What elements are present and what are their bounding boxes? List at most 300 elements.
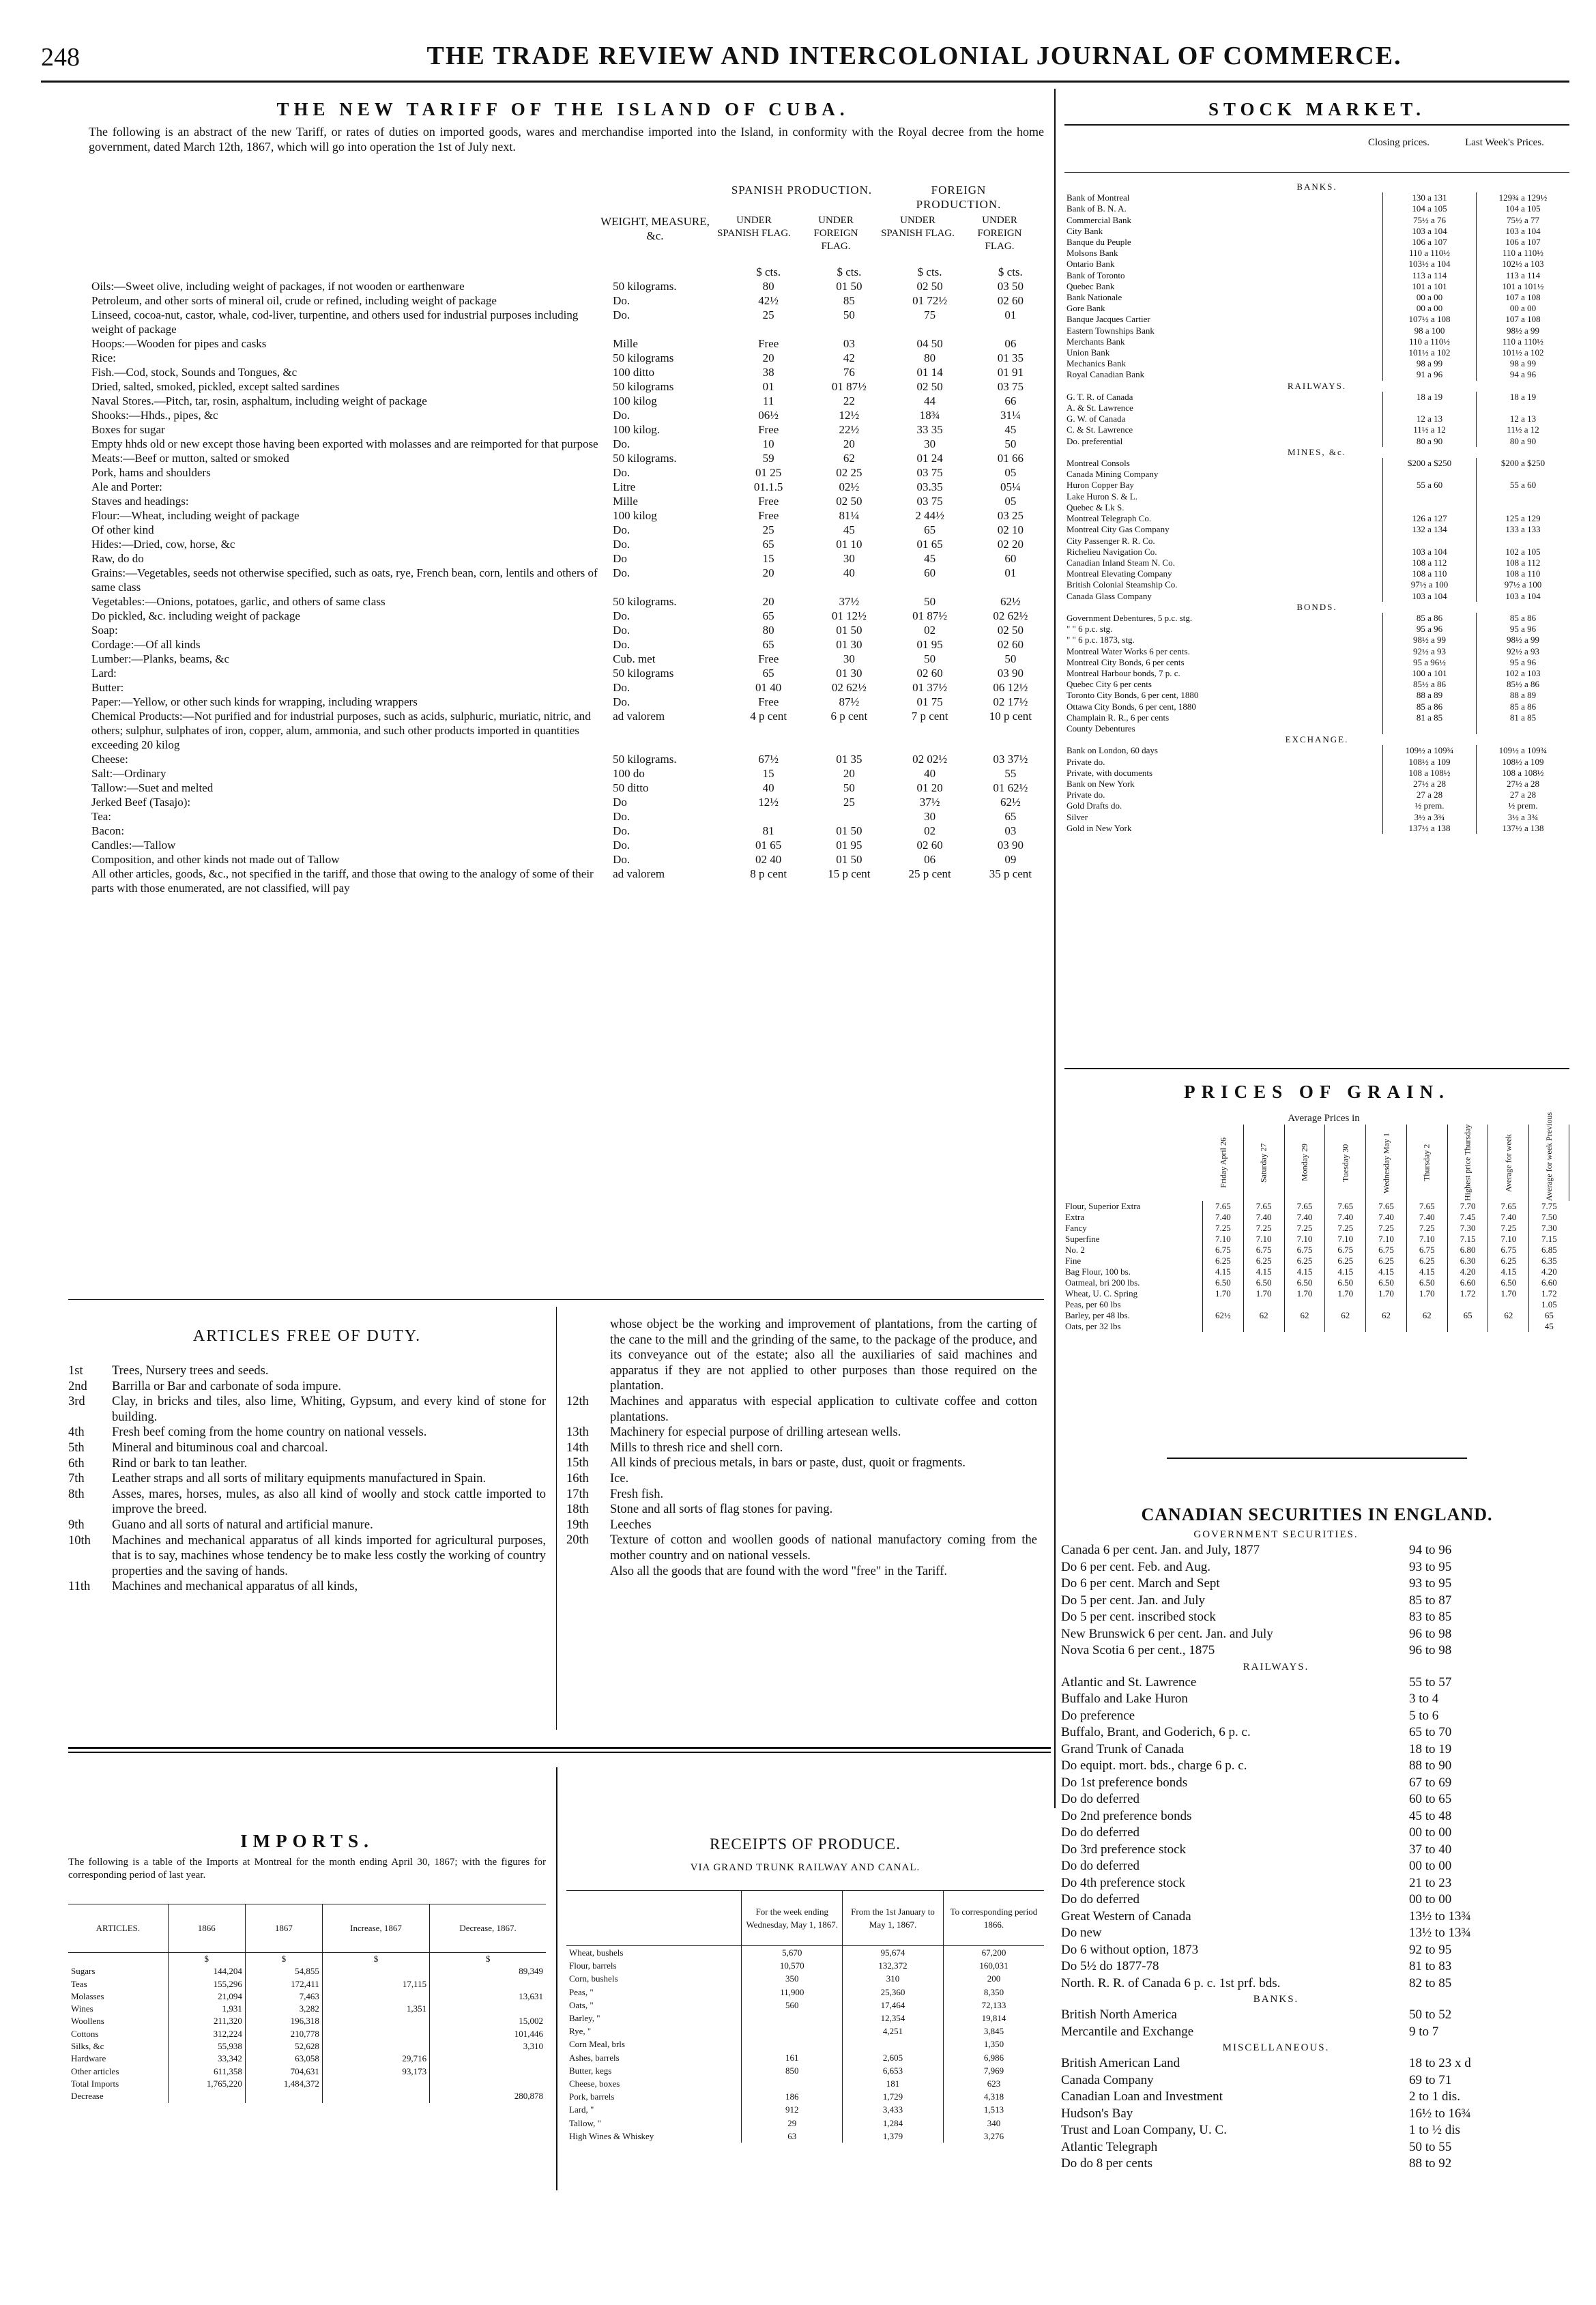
imports-value: 312,224 <box>168 2028 245 2040</box>
grain-price <box>1243 1321 1284 1332</box>
receipts-article: Rye, " <box>569 2026 592 2037</box>
tariff-row <box>89 537 1051 551</box>
free-article-number <box>566 1317 610 1394</box>
stock-row <box>1064 613 1569 624</box>
securities-name: Canada Company <box>1061 2072 1154 2087</box>
tariff-row <box>89 666 1051 680</box>
receipts-value: 3,276 <box>943 2130 1044 2143</box>
securities-value: 00 to 00 <box>1409 1859 1452 1873</box>
free-articles-divider <box>556 1307 557 1730</box>
receipts-value: 10,570 <box>742 1959 843 1972</box>
tariff-table <box>89 265 1051 895</box>
tariff-duty: 10 p cent <box>989 710 1032 723</box>
stock-name: Quebec & Lk S. <box>1067 502 1125 512</box>
stock-name: Banque du Peuple <box>1067 237 1131 248</box>
securities-row <box>1061 1576 1491 1593</box>
stock-last-week-price: 110 a 110½ <box>1477 336 1570 347</box>
securities-name: British North America <box>1061 2007 1177 2022</box>
securities-value: 96 to 98 <box>1409 1626 1452 1641</box>
tariff-duty: 22½ <box>839 423 860 436</box>
stock-closing-price: 109½ a 109¾ <box>1383 745 1477 756</box>
securities-value: 92 to 95 <box>1409 1942 1452 1957</box>
stock-last-week-price <box>1477 536 1570 547</box>
stock-name: Montreal Telegraph Co. <box>1067 513 1152 524</box>
receipts-value: 912 <box>742 2103 843 2116</box>
receipts-value: 1,729 <box>843 2090 944 2103</box>
stock-name: City Bank <box>1067 225 1103 236</box>
securities-row <box>1061 1808 1491 1825</box>
tariff-row <box>89 422 1051 437</box>
imports-value: 1,931 <box>168 2003 245 2015</box>
grain-row <box>1064 1223 1569 1234</box>
grain-price <box>1284 1299 1325 1310</box>
tariff-duty: 62 <box>843 452 855 465</box>
imports-table <box>68 1904 546 2103</box>
grain-price: 6.25 <box>1243 1256 1284 1266</box>
imports-value <box>430 2003 546 2015</box>
tariff-duty: 50 <box>924 595 936 608</box>
imports-value: 15,002 <box>430 2015 546 2027</box>
free-articles-title: ARTICLES FREE OF DUTY. <box>192 1327 422 1345</box>
securities-row <box>1061 1609 1491 1626</box>
stock-row <box>1064 436 1569 447</box>
receipts-value: 17,464 <box>843 1999 944 2012</box>
imports-article: Decrease <box>71 2091 104 2102</box>
tariff-duty: Free <box>758 695 779 708</box>
receipts-row <box>566 1946 1044 1960</box>
tariff-duty: 05¼ <box>1000 480 1021 493</box>
stock-name: Molsons Bank <box>1067 248 1118 259</box>
tariff-duty: 02 50 <box>916 280 943 293</box>
tariff-duty: 01 <box>1004 566 1017 579</box>
grain-price: 62 <box>1243 1310 1284 1321</box>
stock-closing-price: 75½ a 76 <box>1383 215 1477 226</box>
imports-row <box>68 2028 546 2040</box>
stock-row <box>1064 768 1569 779</box>
imports-value: 63,058 <box>245 2053 322 2065</box>
tariff-row <box>89 293 1051 308</box>
securities-name: Do do deferred <box>1061 1859 1140 1873</box>
receipts-article: High Wines & Whiskey <box>569 2130 654 2141</box>
tariff-duty: 8 p cent <box>750 867 787 880</box>
stock-name: County Debentures <box>1067 723 1135 734</box>
imports-value: 52,628 <box>245 2040 322 2053</box>
tariff-duty: 02 <box>924 624 936 637</box>
stock-name: Bank on New York <box>1067 778 1135 789</box>
tariff-item: All other articles, goods, &c., not specified in the tariff, and those that owing to the analogy of some of their parts with those enumerated, are not classified, will pay <box>91 867 594 895</box>
securities-name: Hudson's Bay <box>1061 2106 1133 2121</box>
grain-price: 4.15 <box>1488 1266 1529 1277</box>
securities-row <box>1061 1775 1491 1792</box>
imports-unit: $ <box>168 1953 245 1966</box>
free-article-number <box>566 1564 610 1580</box>
imports-value: 155,296 <box>168 1978 245 1990</box>
stock-closing-price: 103 a 104 <box>1383 547 1477 557</box>
receipts-row <box>566 2090 1044 2103</box>
grain-row <box>1064 1245 1569 1256</box>
stock-last-week-price <box>1477 723 1570 734</box>
stock-name: British Colonial Steamship Co. <box>1067 579 1178 590</box>
tariff-duty: 65 <box>762 609 774 622</box>
stock-name: Silver <box>1067 811 1088 822</box>
tariff-item: Grains:—Vegetables, seeds not otherwise specified, such as oats, rye, French bean, corn, lentils and others of same class <box>91 566 598 594</box>
stock-last-week-price: 101½ a 102 <box>1477 347 1570 358</box>
receipts-value: 6,986 <box>943 2051 1044 2064</box>
securities-name: Do do deferred <box>1061 1792 1140 1806</box>
tariff-row <box>89 351 1051 365</box>
grain-price: 6.25 <box>1406 1256 1447 1266</box>
stock-closing-price: 100 a 101 <box>1383 668 1477 679</box>
grain-price <box>1284 1321 1325 1332</box>
running-title: THE TRADE REVIEW AND INTERCOLONIAL JOURNAL OF COMMERCE. <box>426 42 1402 70</box>
grain-row <box>1064 1234 1569 1245</box>
grain-price: 45 <box>1529 1321 1569 1332</box>
tariff-row <box>89 609 1051 623</box>
imports-value: 704,631 <box>245 2065 322 2078</box>
stock-last-week-price: 108 a 108½ <box>1477 768 1570 779</box>
stock-name: Montreal Water Works 6 per cents. <box>1067 646 1190 656</box>
securities-value: 00 to 00 <box>1409 1825 1452 1840</box>
imports-col-header: 1866 <box>168 1904 245 1953</box>
imports-value <box>245 2090 322 2102</box>
grain-price: 6.25 <box>1284 1256 1325 1266</box>
grain-price: 6.50 <box>1203 1277 1244 1288</box>
tariff-duty: 33 35 <box>916 423 943 436</box>
grain-price: 62 <box>1406 1310 1447 1321</box>
securities-name: Great Western of Canada <box>1061 1909 1191 1924</box>
imports-value <box>430 2053 546 2065</box>
grain-price: 1.70 <box>1203 1288 1244 1299</box>
stock-closing-price: 108 a 108½ <box>1383 768 1477 779</box>
stock-name: Bank of Toronto <box>1067 270 1125 280</box>
stock-row <box>1064 502 1569 513</box>
stock-section-row <box>1064 734 1569 745</box>
stock-row <box>1064 259 1569 270</box>
tariff-duty: 03 75 <box>997 380 1024 393</box>
stock-last-week-price: 85 a 86 <box>1477 701 1570 712</box>
securities-name: Grand Trunk of Canada <box>1061 1741 1184 1756</box>
tariff-duty: 40 <box>924 767 936 780</box>
securities-name: British American Land <box>1061 2056 1180 2070</box>
receipts-value: 25,360 <box>843 1986 944 1999</box>
securities-value: 69 to 71 <box>1409 2072 1452 2087</box>
stock-name: Lake Huron S. & L. <box>1067 491 1137 502</box>
securities-row <box>1061 1791 1491 1808</box>
tariff-item: Jerked Beef (Tasajo): <box>91 796 191 809</box>
receipts-row <box>566 2117 1044 2130</box>
tariff-duty: 01 20 <box>916 781 943 794</box>
securities-name: Do 5 per cent. Jan. and July <box>1061 1593 1206 1608</box>
tariff-duty: 06 <box>1004 337 1017 350</box>
securities-name: Canada 6 per cent. Jan. and July, 1877 <box>1061 1543 1260 1557</box>
stock-row <box>1064 568 1569 579</box>
grain-price: 6.85 <box>1529 1245 1569 1256</box>
stock-row <box>1064 547 1569 557</box>
imports-row <box>68 2003 546 2015</box>
stock-row <box>1064 414 1569 424</box>
securities-value: 50 to 55 <box>1409 2139 1452 2154</box>
tariff-duty: 62½ <box>1000 796 1021 809</box>
grain-row <box>1064 1201 1569 1212</box>
receipts-value: 1,379 <box>843 2130 944 2143</box>
free-article-item <box>68 1363 546 1379</box>
grain-price: 4.20 <box>1447 1266 1488 1277</box>
tariff-row <box>89 781 1051 795</box>
tariff-duty: 35 p cent <box>989 867 1032 880</box>
grain-col-header: Monday 29 <box>1284 1125 1325 1201</box>
grain-price: 7.40 <box>1366 1212 1407 1223</box>
free-article-item <box>566 1564 1037 1580</box>
grain-price <box>1366 1299 1407 1310</box>
tariff-duty: 60 <box>1004 552 1017 565</box>
receipts-row <box>566 1972 1044 1985</box>
tariff-duty: 06½ <box>758 409 779 422</box>
grain-price: 7.10 <box>1325 1234 1366 1245</box>
stock-closing-price: 3½ a 3¾ <box>1383 812 1477 823</box>
imports-article: Teas <box>71 1978 87 1989</box>
securities-row <box>1061 2122 1491 2139</box>
tariff-row <box>89 523 1051 537</box>
tariff-duty: 02 50 <box>836 495 862 508</box>
stock-row <box>1064 679 1569 690</box>
imports-header-row <box>68 1904 546 1953</box>
grain-price: 7.30 <box>1529 1223 1569 1234</box>
tariff-duty: 50 <box>1004 437 1017 450</box>
securities-value: 13½ to 13¾ <box>1409 1909 1471 1924</box>
stock-row <box>1064 757 1569 768</box>
imports-value: 7,463 <box>245 1990 322 2003</box>
stock-name: Union Bank <box>1067 347 1110 358</box>
tariff-measure: Do. <box>613 294 630 307</box>
grain-price: 7.40 <box>1243 1212 1284 1223</box>
tariff-duty: 81¼ <box>839 509 860 522</box>
grain-price: 1.05 <box>1529 1299 1569 1310</box>
imports-unit-row <box>68 1953 546 1966</box>
stock-last-week-price: 11½ a 12 <box>1477 424 1570 435</box>
receipts-value: 132,372 <box>843 1959 944 1972</box>
free-article-item <box>566 1487 1037 1503</box>
stock-last-week-price: 108 a 112 <box>1477 557 1570 568</box>
free-article-text: whose object be the working and improvement of plantations, from the carting of the cane to the mill and the grinding of the same, to the package of the produce, and its conveyance out of the estate; also all the auxiliaries of said machines and apparatus if they are not applied to other purposes than those required on the plantation. <box>610 1318 1037 1393</box>
tariff-duty: Free <box>758 337 779 350</box>
grain-price: 7.15 <box>1529 1234 1569 1245</box>
tariff-unit-row <box>89 265 1051 279</box>
stock-name: Toronto City Bonds, 6 per cent, 1880 <box>1067 690 1199 701</box>
securities-row <box>1061 1875 1491 1892</box>
stock-last-week-price: 80 a 90 <box>1477 436 1570 447</box>
tariff-duty: 01 30 <box>836 638 862 651</box>
tariff-duty: 02 60 <box>916 667 943 680</box>
stock-last-week-price <box>1477 502 1570 513</box>
securities-name: Do 6 per cent. Feb. and Aug. <box>1061 1559 1210 1574</box>
securities-group-name: BANKS. <box>1253 1994 1299 2005</box>
tariff-duty: 12½ <box>758 796 779 809</box>
securities-value: 93 to 95 <box>1409 1576 1452 1591</box>
imports-intro: The following is a table of the Imports at Montreal for the month ending April 30, 1867; with the figures for corresponding period of last year. <box>68 1857 546 1881</box>
tariff-row <box>89 852 1051 867</box>
tariff-measure: Litre <box>613 480 636 493</box>
grain-col-header: Average for week <box>1488 1125 1529 1201</box>
tariff-measure: Do. <box>613 695 630 708</box>
tariff-row <box>89 809 1051 824</box>
tariff-duty: 01 25 <box>755 466 782 479</box>
securities-value: 88 to 92 <box>1409 2156 1452 2171</box>
grain-price: 7.65 <box>1284 1201 1325 1212</box>
imports-value: 29,716 <box>322 2053 429 2065</box>
grain-price: 4.15 <box>1243 1266 1284 1277</box>
tariff-duty: 10 <box>762 437 774 450</box>
tariff-duty: 05 <box>1004 495 1017 508</box>
tariff-measure: Do. <box>613 810 630 823</box>
grain-price: 6.50 <box>1406 1277 1447 1288</box>
tariff-duty: 02 <box>924 824 936 837</box>
tariff-item: Empty hhds old or new except those having been exported with molasses and are reimported for that purpose <box>91 437 598 450</box>
receipts-value: 350 <box>742 1972 843 1985</box>
free-article-item <box>68 1579 546 1595</box>
stock-name: Montreal Consols <box>1067 458 1130 469</box>
receipts-value: 186 <box>742 2090 843 2103</box>
tariff-duty: 20 <box>762 595 774 608</box>
tariff-item: Ale and Porter: <box>91 480 162 493</box>
stock-col-last: Last Week's Prices. <box>1465 137 1544 148</box>
securities-name: Do new <box>1061 1926 1102 1940</box>
tariff-row <box>89 379 1051 394</box>
grain-price: 7.70 <box>1447 1201 1488 1212</box>
tariff-duty: 65 <box>924 523 936 536</box>
stock-name: Canada Mining Company <box>1067 469 1159 480</box>
tariff-duty: 30 <box>843 552 855 565</box>
securities-value: 96 to 98 <box>1409 1643 1452 1657</box>
tariff-duty: 09 <box>1004 853 1017 866</box>
imports-row <box>68 2065 546 2078</box>
tariff-duty: 03 75 <box>916 466 943 479</box>
securities-name: Do equipt. mort. bds., charge 6 p. c. <box>1061 1758 1247 1773</box>
stock-last-week-price: 27 a 28 <box>1477 789 1570 800</box>
receipts-row <box>566 2012 1044 2025</box>
imports-value <box>322 2015 429 2027</box>
free-article-item <box>566 1455 1037 1471</box>
grain-name: Flour, Superior Extra <box>1065 1201 1141 1211</box>
grain-price: 7.10 <box>1203 1234 1244 1245</box>
grain-price: 7.65 <box>1325 1201 1366 1212</box>
imports-value: 3,282 <box>245 2003 322 2015</box>
stock-name: City Passenger R. R. Co. <box>1067 535 1155 546</box>
receipts-value: 6,653 <box>843 2064 944 2077</box>
free-article-item <box>566 1533 1037 1563</box>
imports-value: 13,631 <box>430 1990 546 2003</box>
receipts-value: 1,284 <box>843 2117 944 2130</box>
receipts-col-header <box>566 1891 742 1946</box>
stock-last-week-price: 85 a 86 <box>1477 613 1570 624</box>
grain-price: 7.40 <box>1406 1212 1447 1223</box>
tariff-duty: 02 62½ <box>993 609 1028 622</box>
tariff-duty: 03 50 <box>997 280 1024 293</box>
grain-price: 7.25 <box>1488 1223 1529 1234</box>
securities-name: New Brunswick 6 per cent. Jan. and July <box>1061 1626 1273 1641</box>
stock-closing-price: 113 a 114 <box>1383 270 1477 281</box>
free-article-number: 6th <box>68 1456 85 1470</box>
tariff-measure: Do. <box>613 409 630 422</box>
imports-value <box>322 2040 429 2053</box>
tariff-row <box>89 623 1051 637</box>
stock-name: Bank Nationale <box>1067 292 1122 303</box>
tariff-row <box>89 709 1051 752</box>
tariff-row <box>89 365 1051 379</box>
imports-value <box>322 1990 429 2003</box>
securities-row <box>1061 1909 1491 1926</box>
tariff-item: Dried, salted, smoked, pickled, except salted sardines <box>91 380 340 393</box>
stock-closing-price <box>1383 536 1477 547</box>
tariff-duty: 01 35 <box>997 351 1024 364</box>
tariff-duty: 75 <box>924 308 936 321</box>
tariff-duty: 02 25 <box>836 466 862 479</box>
imports-col-header: ARTICLES. <box>96 1922 141 1933</box>
receipts-row <box>566 2038 1044 2050</box>
stock-row <box>1064 668 1569 679</box>
stock-last-week-price: 12 a 13 <box>1477 414 1570 424</box>
imports-value: 21,094 <box>168 1990 245 2003</box>
tariff-duty: 25 <box>762 523 774 536</box>
stock-row <box>1064 369 1569 380</box>
grain-price: 7.25 <box>1406 1223 1447 1234</box>
stock-row <box>1064 557 1569 568</box>
free-article-text: Machines and apparatus with especial application to cultivate coffee and cotton plantations. <box>610 1394 1037 1424</box>
grain-price: 4.15 <box>1406 1266 1447 1277</box>
stock-name: Merchants Bank <box>1067 336 1125 347</box>
securities-name: Do 3rd preference stock <box>1061 1842 1187 1857</box>
stock-row <box>1064 591 1569 602</box>
tariff-duty: 65 <box>1004 810 1017 823</box>
tariff-duty <box>728 809 809 824</box>
receipts-row <box>566 1986 1044 1999</box>
receipts-article: Cheese, boxes <box>569 2078 620 2089</box>
stock-closing-price: ½ prem. <box>1383 800 1477 811</box>
stock-row <box>1064 303 1569 314</box>
stock-col-closing: Closing prices. <box>1368 137 1430 148</box>
grain-col-header: Saturday 27 <box>1243 1125 1284 1201</box>
grain-top-rule <box>1064 1068 1569 1069</box>
stock-row <box>1064 237 1569 248</box>
grain-price: 7.25 <box>1203 1223 1244 1234</box>
stock-closing-price: 132 a 134 <box>1383 524 1477 535</box>
grain-price: 7.25 <box>1325 1223 1366 1234</box>
tariff-row <box>89 695 1051 709</box>
grain-col-header: Average for week Previous <box>1529 1125 1569 1201</box>
grain-price: 7.10 <box>1366 1234 1407 1245</box>
tariff-duty: 44 <box>924 394 936 407</box>
tariff-duty: 18¾ <box>919 409 940 422</box>
tariff-item: Hides:—Dried, cow, horse, &c <box>91 538 235 551</box>
securities-name: Do 1st preference bonds <box>1061 1775 1188 1790</box>
grain-price: 62½ <box>1203 1310 1244 1321</box>
stock-name: Bank on London, 60 days <box>1067 745 1158 756</box>
tariff-measure: Do. <box>613 853 630 866</box>
securities-value: 55 to 57 <box>1409 1675 1452 1690</box>
stock-row <box>1064 292 1569 303</box>
receipts-value: 8,350 <box>943 1986 1044 1999</box>
grain-price: 7.25 <box>1284 1223 1325 1234</box>
free-article-item <box>68 1471 546 1487</box>
tariff-duty: 01 66 <box>997 452 1024 465</box>
tariff-row <box>89 824 1051 838</box>
stock-last-week-price: 104 a 105 <box>1477 203 1570 214</box>
tariff-item: Soap: <box>91 624 118 637</box>
tariff-duty: 65 <box>762 538 774 551</box>
tariff-duty: 25 <box>843 796 855 809</box>
free-article-text: Mills to thresh rice and shell corn. <box>610 1440 783 1455</box>
imports-article: Other articles <box>71 2065 119 2076</box>
stock-name: A. & St. Lawrence <box>1067 403 1133 414</box>
